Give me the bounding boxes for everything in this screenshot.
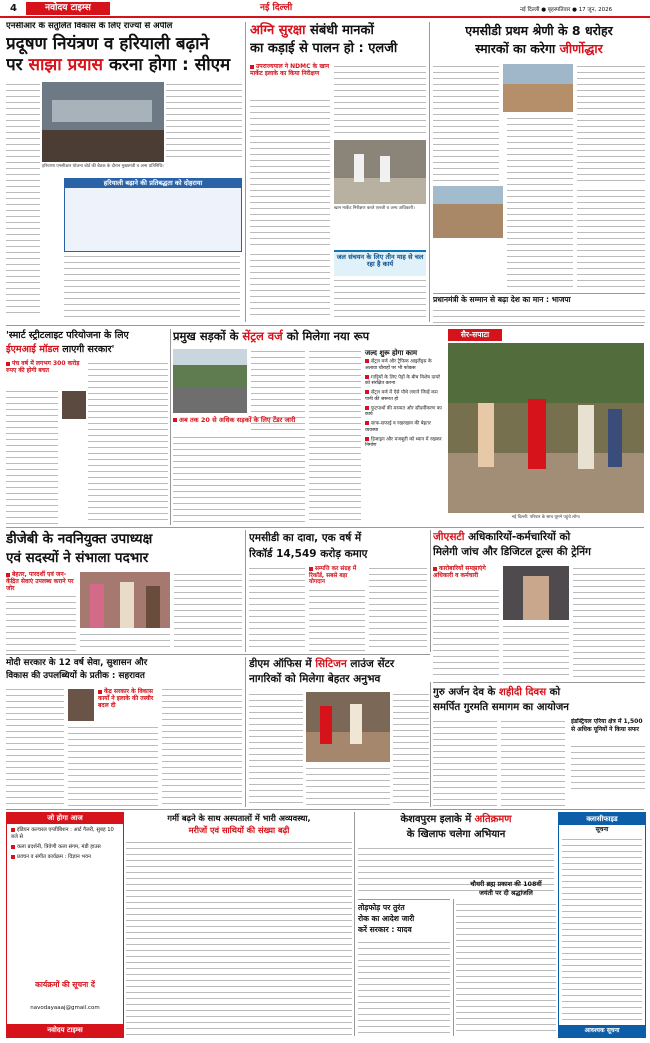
side-list-item-text: साफ-सफाई व रखरखाव की बेहतर व्यवस्था	[365, 421, 431, 433]
heritage-photo	[503, 64, 573, 112]
story-body	[64, 254, 240, 318]
headline-line-1	[250, 22, 426, 40]
story-body	[6, 687, 64, 807]
headline-line-2: के खिलाफ चलेगा अभियान	[406, 829, 506, 840]
headline-highlight: शहीदी दिवस	[498, 687, 547, 698]
headline-line-2: जयंती पर दी श्रद्धांजलि	[479, 889, 533, 897]
headline-highlight: सेंट्रल वर्ज	[242, 329, 283, 343]
headline-line-1: डीजेबी के नवनियुक्त उपाध्यक्ष	[6, 531, 153, 547]
column-divider	[245, 22, 246, 322]
story-headline	[433, 22, 645, 58]
story-headline	[358, 902, 450, 935]
classified-body	[562, 837, 642, 1023]
headline-line-1	[433, 530, 645, 545]
side-list-item	[365, 437, 445, 450]
story-subhead	[250, 64, 330, 78]
events-box	[6, 812, 124, 1038]
headline-line-1	[249, 657, 427, 672]
story-mcd-heritage	[433, 22, 645, 290]
side-list	[365, 349, 445, 525]
side-list-item-text: गाड़ियों के लिए पेड़ों के बीच विशेष दायरे को संरक्षित करना	[365, 375, 441, 387]
headline-part: लाएगी सरकार'	[58, 344, 115, 355]
photo-caption: खान मार्केट निरीक्षण करते एलजी व अन्य अधिकारी।	[334, 206, 415, 211]
story-sair-sapata	[448, 329, 644, 525]
lounge-photo	[306, 692, 390, 762]
story-headline	[456, 880, 556, 898]
story-kicker: एनसीआर के संतुलित विकास के लिए राज्यों से अपील	[6, 22, 173, 31]
story-body	[334, 64, 426, 136]
side-list-item-text: सेंट्रल वर्ज में ऐसे पौधे लगाने जिन्हें कम पानी की जरूरत हो	[365, 390, 438, 402]
events-list	[11, 827, 119, 864]
side-list-item-text: फुटपाथों की मरम्मत और सौंदर्यीकरण का कार्य	[365, 406, 442, 418]
heritage-photo-2	[433, 186, 503, 238]
events-item	[11, 844, 119, 851]
info-box-title: जल संचयन के लिए तीन माह से चल रहा है कार्य	[336, 253, 424, 269]
headline-line-2	[433, 40, 645, 58]
headline-highlight: सिटिजन	[315, 658, 347, 670]
events-item-text: इंडियन कल्चरल एग्जीबिशन : आर्ट गैलरी, सुबह 10 बजे से	[11, 827, 114, 840]
story-body	[393, 692, 429, 807]
story-headline	[249, 530, 427, 562]
headline-line-2: रोक का आदेश जारी	[358, 914, 415, 923]
story-body	[126, 840, 352, 1036]
headline-line-2: समर्पित गुरमति समागम का आयोजन	[433, 702, 569, 713]
headline-part: करना होगा : सीएम	[103, 54, 231, 75]
story-body	[507, 116, 573, 288]
headline-part: स्मारकों का करेगा	[475, 41, 560, 56]
section-rule	[6, 325, 644, 326]
side-list-title: जल्द शुरू होगा काम	[365, 349, 418, 357]
column-divider	[170, 329, 171, 525]
inspection-photo	[334, 140, 426, 204]
story-body	[306, 766, 390, 807]
events-item	[11, 827, 119, 841]
masthead-dateline: नई दिल्ली ● बृहस्पतिवार ● 17 जून, 2026	[520, 7, 613, 13]
headline-line-2	[6, 343, 168, 357]
story-hospitals-heat	[126, 812, 352, 1036]
story-body	[309, 588, 365, 652]
side-list-item	[365, 390, 445, 403]
headline-highlight: अतिक्रमण	[474, 814, 512, 825]
headline-line-2: विकास की उपलब्धियों के प्रतीक : सहरावत	[6, 671, 145, 681]
headline-highlight: साझा प्रयास	[28, 54, 104, 75]
story-body	[433, 719, 497, 808]
headline-part: केशवपुरम इलाके में	[400, 814, 475, 825]
side-list-item-text: डिजाइन और मजबूती को ध्यान में रखकर निर्माण	[365, 437, 442, 449]
djb-photo	[80, 572, 170, 628]
headline-part: गुरु अर्जन देव के	[433, 687, 499, 698]
story-headline: इंडस्ट्रियल एरिया क्षेत्र में 1,500 से अधिक यूनियों ने किया सफर	[571, 718, 643, 733]
story-subhead	[173, 417, 305, 424]
story-lg-fire-safety	[250, 22, 426, 322]
subhead-text: केंद्र सरकार के विकास कार्यों ने इलाके की तस्वीर बदल दी	[98, 688, 154, 709]
classified-title: क्लासीफाइड	[559, 813, 645, 825]
headline-part: को	[546, 687, 561, 698]
subhead-text: सम्पत्ति कर संग्रह में रिकॉर्ड, सबसे बड़ा योगदान	[309, 566, 357, 586]
story-body	[162, 687, 242, 807]
headline-part: पर	[6, 54, 29, 75]
story-body	[6, 389, 58, 525]
story-headline: प्रधानमंत्री के सम्मान से बढ़ा देश का मान : भाजपा	[433, 295, 571, 304]
story-headline	[358, 812, 554, 842]
section-band: सैर-सपाटा	[448, 329, 502, 341]
headline-line-1: चौधरी ब्रह्म प्रकाश की 108वीं	[470, 880, 542, 888]
story-body	[501, 719, 565, 808]
story-headline	[126, 812, 352, 836]
story-headline	[173, 329, 445, 344]
story-body	[503, 624, 569, 680]
person-photo	[62, 391, 86, 419]
headline-line-1: मोदी सरकार के 12 वर्ष सेवा, सुशासन और	[6, 658, 148, 668]
story-subhead	[309, 566, 365, 586]
side-list-item	[365, 359, 445, 372]
headline-highlight: अग्नि सुरक्षा	[250, 23, 306, 38]
subhead-text: बेहतर, पारदर्शी एवं जन-केंद्रित सेवाएं उपलब्ध कराने पर जोर	[6, 571, 74, 592]
story-body	[174, 572, 242, 652]
story-headline	[433, 530, 645, 560]
headline-line-1	[358, 812, 554, 827]
classified-box	[558, 812, 646, 1038]
highlight-box	[64, 178, 242, 252]
story-body	[358, 940, 450, 1037]
headline-highlight: ईएमआई मॉडल	[6, 344, 59, 355]
headline-line-1: तोड़फोड़ पर तुरंत	[358, 903, 405, 912]
story-yadav-demolition	[358, 899, 450, 1037]
story-central-verge	[173, 329, 445, 525]
headline-part: डीएम ऑफिस में	[249, 658, 316, 670]
headline-line-1: प्रदूषण नियंत्रण व हरियाली बढ़ाने	[6, 33, 210, 54]
person-photo	[68, 689, 94, 721]
story-industrial-area	[571, 718, 645, 794]
story-body	[173, 435, 305, 525]
meeting-photo	[42, 82, 164, 162]
headline-highlight: जीर्णोद्धार	[559, 41, 603, 56]
headline-line-2: एवं सदस्यों ने संभाला पदभार	[6, 550, 149, 566]
events-item	[11, 854, 119, 861]
section-rule	[6, 654, 430, 655]
photo-caption: नई दिल्ली: परिवार के साथ घूमने पहुंचे लोग।	[511, 515, 581, 520]
headline-line-1: एमसीडी का दावा, एक वर्ष में	[249, 532, 362, 544]
side-list-item	[365, 375, 445, 388]
story-headline	[6, 34, 242, 76]
story-body	[577, 188, 645, 288]
story-body	[166, 82, 242, 162]
side-list-item	[365, 421, 445, 434]
story-headline	[249, 657, 427, 687]
story-mcd-revenue	[249, 530, 427, 652]
road-photo	[173, 349, 247, 413]
story-body	[369, 566, 427, 652]
story-modi-12-years	[6, 657, 242, 807]
section-rule	[6, 527, 644, 528]
subhead-text: अब तक 20 से अधिक सड़कों के लिए टेंडर जारी	[179, 416, 296, 424]
highlight-box-title: हरियाली बढ़ाने की प्रतिबद्धता को दोहराया	[65, 179, 241, 188]
story-subhead	[6, 361, 86, 375]
story-body	[433, 308, 645, 324]
story-body	[68, 725, 158, 807]
story-body	[6, 82, 40, 318]
headline-line-2: रिकॉर्ड 14,549 करोड़ कमाए	[249, 548, 368, 560]
column-divider	[430, 682, 431, 807]
official-photo	[503, 566, 569, 620]
story-body	[250, 252, 330, 320]
headline-part: प्रमुख सड़कों के	[173, 329, 243, 343]
headline-line-1: एमसीडी प्रथम श्रेणी के 8 धरोहर	[465, 23, 613, 38]
headline-line-2: मिलेगी जांच और डिजिटल टूल्स की ट्रेनिंग	[433, 546, 591, 558]
headline-line-2: मरीजों एवं साथियों की संख्या बढ़ी	[188, 825, 290, 835]
story-body	[250, 98, 330, 248]
events-item-text: प्रवचन व संगीत कार्यक्रम : विज्ञान भवन	[17, 854, 91, 860]
story-smart-streetlight	[6, 329, 168, 525]
story-body	[334, 278, 426, 320]
masthead-edition: नई दिल्ली	[260, 3, 293, 13]
story-cm-pollution	[6, 22, 242, 322]
story-body	[309, 349, 361, 525]
masthead-paper-name: नवोदय टाइम्स	[26, 2, 110, 15]
story-body	[88, 361, 168, 525]
page-number: 4	[10, 3, 17, 14]
story-body	[249, 692, 303, 807]
subhead-text: उपराज्यपाल ने NDMC के खान मार्केट इलाके का किया निरीक्षण	[250, 63, 330, 77]
headline-line-1: 'स्मार्ट स्ट्रीटलाइट परियोजना के लिए	[6, 330, 129, 341]
masthead	[0, 0, 650, 18]
story-brahm-prakash	[456, 880, 556, 1036]
events-footer-name: नवोदय टाइम्स	[7, 1024, 123, 1037]
column-divider	[453, 899, 454, 1036]
classified-sub: सूचना	[595, 826, 609, 833]
story-body	[433, 588, 499, 680]
masthead-rule	[0, 16, 650, 18]
column-divider	[354, 812, 355, 1036]
story-body	[573, 566, 645, 680]
story-headline	[250, 22, 426, 58]
story-body	[571, 744, 645, 794]
column-divider	[429, 22, 430, 322]
side-list-item	[365, 406, 445, 419]
story-body	[249, 566, 305, 652]
story-body	[577, 64, 645, 184]
subhead-text: पंच वर्ष में लगभग 300 करोड़ रुपए की होगी बचत	[6, 360, 80, 374]
story-body	[433, 64, 499, 184]
events-notice: कार्यक्रमों की सूचना दें	[35, 980, 95, 989]
headline-line-3: करें सरकार : यादव	[358, 925, 412, 934]
column-divider	[245, 657, 246, 807]
story-headline	[6, 329, 168, 357]
column-divider	[245, 530, 246, 652]
headline-line-2: का कड़ाई से पालन हो : एलजी	[250, 41, 398, 56]
column-divider	[430, 530, 431, 652]
classified-footer: आवश्यक सूचना	[559, 1025, 645, 1037]
headline-line-2	[6, 55, 242, 76]
story-subhead	[6, 572, 76, 593]
headline-part: अधिकारियों-कर्मचारियों को	[464, 531, 571, 543]
photo-caption: हरियाणा एनसीआर योजना बोर्ड की बैठक के दौरान मुख्यमंत्री व अन्य प्रतिनिधि।	[42, 164, 164, 169]
headline-highlight: जीएसटी	[433, 531, 465, 543]
events-email: navodayaaaj@gmail.com	[30, 1005, 100, 1011]
side-list-item-text: सेंट्रल वर्ज और ट्रैफिक आइलैंड्स के अलावा चौराहों पर भी फोकस	[365, 359, 432, 371]
subhead-text: कारोबारियों समझाएंगे अधिकारी व कर्मचारी	[433, 565, 486, 579]
story-gst-training	[433, 530, 645, 680]
headline-part: को मिलेगा नया रूप	[282, 329, 370, 343]
family-photo	[448, 343, 644, 513]
story-bjp-pm-honour	[433, 293, 645, 324]
headline-line-2: नागरिकों को मिलेगा बेहतर अनुभव	[249, 673, 381, 685]
headline-line-1: गर्मी बढ़ने के साथ अस्पतालों में भारी अव्यवस्था,	[167, 813, 311, 823]
story-headline	[433, 685, 645, 715]
story-headline	[6, 657, 242, 683]
headline-part: संबंधी मानकों	[305, 23, 374, 38]
story-body	[6, 594, 76, 652]
story-headline	[6, 530, 242, 568]
events-item-text: कला प्रदर्शनी, त्रिवेणी कला संगम, मंडी हाउस	[17, 844, 101, 850]
story-subhead	[433, 566, 499, 580]
headline-line-1	[433, 685, 645, 700]
section-rule	[6, 809, 644, 810]
events-box-title: जो होगा आज	[7, 813, 123, 824]
story-body	[80, 632, 170, 652]
info-box	[334, 250, 426, 276]
story-djb-vice-chairman	[6, 530, 242, 652]
headline-part: लाउंज सेंटर	[346, 658, 395, 670]
story-subhead	[98, 689, 158, 710]
story-body	[456, 902, 556, 1036]
